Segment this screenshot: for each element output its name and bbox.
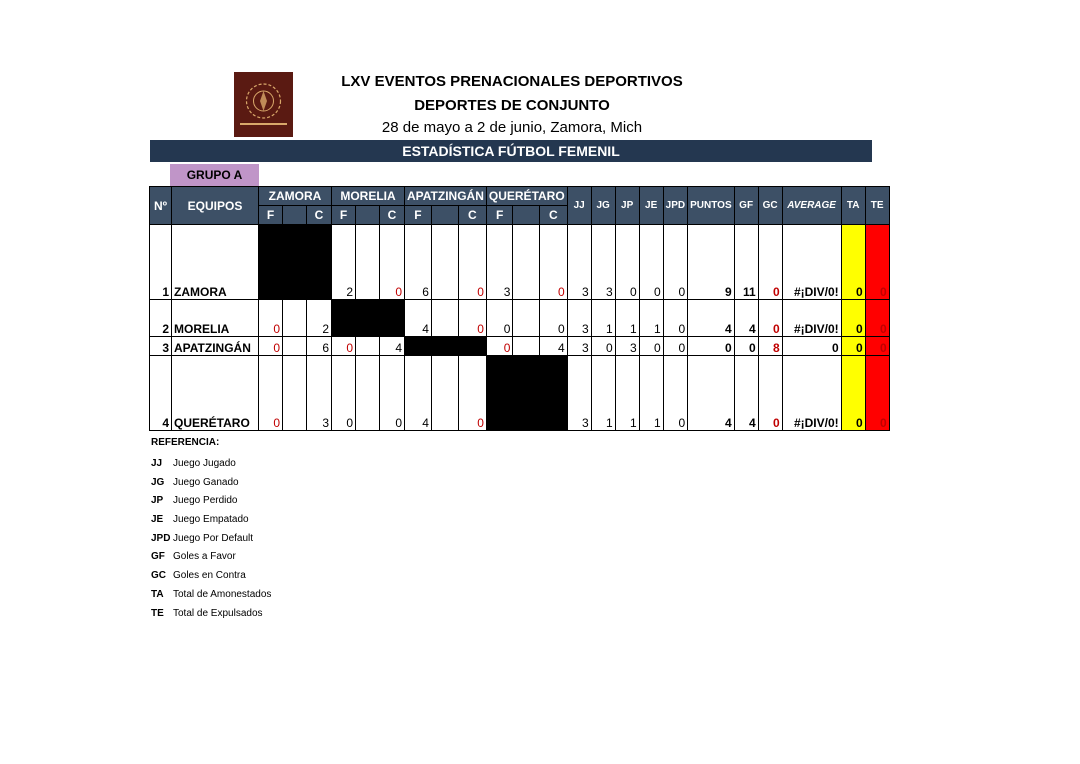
goals-for: 0 — [259, 337, 283, 356]
cell-jg: 0 — [591, 337, 615, 356]
goals-against: 3 — [307, 356, 332, 431]
header-f: F — [332, 206, 356, 225]
cell-ta: 0 — [841, 337, 865, 356]
legend-item: JG Juego Ganado — [151, 476, 239, 488]
cell-jj: 3 — [567, 356, 591, 431]
header-gc: GC — [758, 187, 782, 225]
cell-te: 0 — [865, 356, 889, 431]
event-dates: 28 de mayo a 2 de junio, Zamora, Mich — [381, 119, 643, 136]
cell-puntos: 9 — [688, 225, 735, 300]
goals-for: 0 — [259, 356, 283, 431]
header-puntos: PUNTOS — [688, 187, 735, 225]
legend-item: TE Total de Expulsados — [151, 607, 263, 619]
cell-te: 0 — [865, 337, 889, 356]
legend-item: GF Goles a Favor — [151, 551, 236, 563]
header-f: F — [405, 206, 432, 225]
team-name: APATZINGÁN — [172, 337, 259, 356]
goals-for: 0 — [259, 300, 283, 337]
header-c: C — [539, 206, 567, 225]
team-name: ZAMORA — [172, 225, 259, 300]
self-match-block — [486, 356, 513, 431]
self-match-block — [259, 225, 283, 300]
header-c: C — [380, 206, 405, 225]
cell-jpd: 0 — [663, 225, 687, 300]
goals-against: 0 — [380, 225, 405, 300]
goals-for: 0 — [332, 337, 356, 356]
cell-jp: 3 — [615, 337, 639, 356]
header-f: F — [259, 206, 283, 225]
row-number: 1 — [150, 225, 172, 300]
cell-gc: 0 — [758, 225, 782, 300]
row-number: 2 — [150, 300, 172, 337]
header-c: C — [458, 206, 486, 225]
row-number: 3 — [150, 337, 172, 356]
goals-against: 0 — [458, 356, 486, 431]
cell-gc: 0 — [758, 300, 782, 337]
cell-jpd: 0 — [663, 300, 687, 337]
cell-jp: 1 — [615, 356, 639, 431]
cell-je: 0 — [639, 337, 663, 356]
header-ta: TA — [841, 187, 865, 225]
stats-table — [149, 186, 890, 431]
cell-jj: 3 — [567, 300, 591, 337]
legend-item: JPD Juego Por Default — [151, 532, 254, 544]
cell-jg: 1 — [591, 300, 615, 337]
table-row — [150, 356, 890, 431]
cell-je: 1 — [639, 356, 663, 431]
cell-jj: 3 — [567, 337, 591, 356]
goals-for: 3 — [486, 225, 513, 300]
group-tag: GRUPO A — [170, 164, 259, 186]
header-jpd: JPD — [663, 187, 687, 225]
cell-jg: 1 — [591, 356, 615, 431]
goals-against: 0 — [539, 300, 567, 337]
cell-gf: 0 — [734, 337, 758, 356]
header-f: F — [486, 206, 513, 225]
cell-gc: 8 — [758, 337, 782, 356]
header-jp: JP — [615, 187, 639, 225]
legend — [151, 437, 271, 623]
cell-average: #¡DIV/0! — [782, 225, 841, 300]
header-opp-zamora: ZAMORA — [259, 187, 332, 206]
team-name: MORELIA — [172, 300, 259, 337]
legend-item: TA Total de Amonestados — [151, 588, 272, 600]
goals-for: 2 — [332, 225, 356, 300]
legend-item: JJ Juego Jugado — [151, 458, 236, 469]
legend-item: JE Juego Empatado — [151, 514, 249, 526]
cell-gc: 0 — [758, 356, 782, 431]
event-subtitle: DEPORTES DE CONJUNTO — [414, 97, 610, 114]
goals-against: 2 — [307, 300, 332, 337]
header-opp-morelia: MORELIA — [332, 187, 405, 206]
header-jj: JJ — [567, 187, 591, 225]
header-no: Nº — [150, 187, 172, 225]
goals-against: 4 — [539, 337, 567, 356]
cell-gf: 4 — [734, 356, 758, 431]
goals-against: 6 — [307, 337, 332, 356]
header-je: JE — [639, 187, 663, 225]
legend-title: REFERENCIA: — [151, 437, 220, 448]
table-row — [150, 225, 890, 300]
cell-average: 0 — [782, 337, 841, 356]
cell-average: #¡DIV/0! — [782, 356, 841, 431]
goals-against: 0 — [380, 356, 405, 431]
goals-for: 0 — [332, 356, 356, 431]
goals-against: 0 — [458, 300, 486, 337]
self-match-block — [405, 337, 432, 356]
cell-jp: 1 — [615, 300, 639, 337]
self-match-block — [332, 300, 356, 337]
legend-item: JP Juego Perdido — [151, 495, 238, 507]
header-te: TE — [865, 187, 889, 225]
header-opp-queretaro: QUERÉTARO — [486, 187, 567, 206]
cell-jpd: 0 — [663, 337, 687, 356]
cell-gf: 4 — [734, 300, 758, 337]
cell-ta: 0 — [841, 300, 865, 337]
row-number: 4 — [150, 356, 172, 431]
cell-puntos: 4 — [688, 300, 735, 337]
event-logo — [234, 72, 293, 137]
header-jg: JG — [591, 187, 615, 225]
goals-against: 4 — [380, 337, 405, 356]
cell-je: 0 — [639, 225, 663, 300]
legend-item: GC Goles en Contra — [151, 570, 246, 582]
goals-against: 0 — [539, 225, 567, 300]
cell-te: 0 — [865, 300, 889, 337]
cell-gf: 11 — [734, 225, 758, 300]
cell-jpd: 0 — [663, 356, 687, 431]
cell-te: 0 — [865, 225, 889, 300]
goals-for: 4 — [405, 356, 432, 431]
header-opp-apatzingan: APATZINGÁN — [405, 187, 487, 206]
header-c: C — [307, 206, 332, 225]
goals-for: 6 — [405, 225, 432, 300]
cell-average: #¡DIV/0! — [782, 300, 841, 337]
team-name: QUERÉTARO — [172, 356, 259, 431]
cell-ta: 0 — [841, 225, 865, 300]
stats-title-bar: ESTADÍSTICA FÚTBOL FEMENIL — [150, 140, 872, 162]
goals-for: 0 — [486, 337, 513, 356]
header-teams: EQUIPOS — [172, 187, 259, 225]
goals-against: 0 — [458, 225, 486, 300]
cell-jg: 3 — [591, 225, 615, 300]
cell-puntos: 4 — [688, 356, 735, 431]
table-row — [150, 337, 890, 356]
header-gf: GF — [734, 187, 758, 225]
cell-ta: 0 — [841, 356, 865, 431]
goals-for: 4 — [405, 300, 432, 337]
cell-puntos: 0 — [688, 337, 735, 356]
event-title: LXV EVENTOS PRENACIONALES DEPORTIVOS — [341, 73, 683, 90]
table-row — [150, 300, 890, 337]
cell-jj: 3 — [567, 225, 591, 300]
cell-jp: 0 — [615, 225, 639, 300]
goals-for: 0 — [486, 300, 513, 337]
cell-je: 1 — [639, 300, 663, 337]
header-average: AVERAGE — [782, 187, 841, 225]
